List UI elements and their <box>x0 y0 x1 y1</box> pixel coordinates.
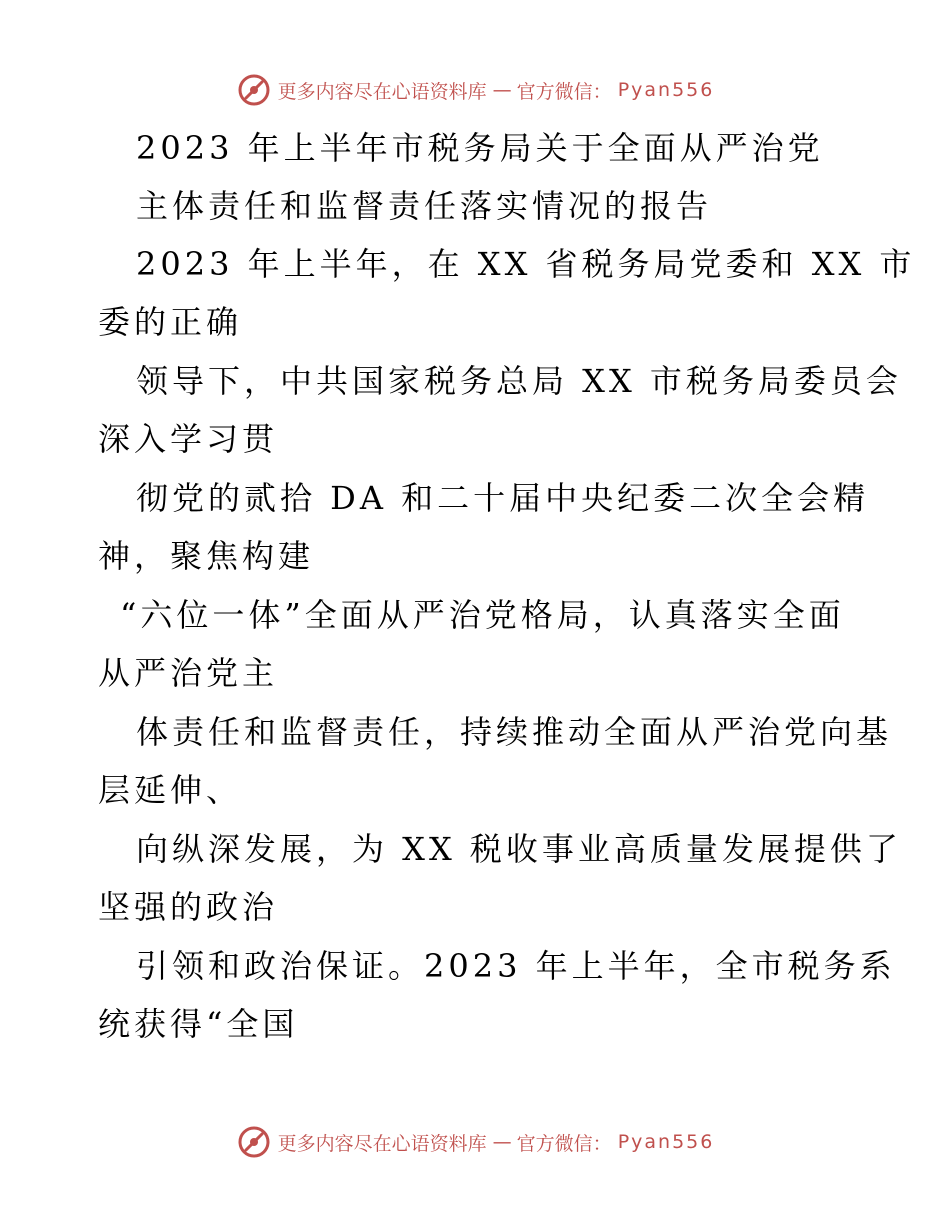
paragraph-line: “六位一体”全面从严治党格局，认真落实全面 <box>120 596 845 634</box>
paragraph-line: 彻党的贰拾 DA 和二十届中央纪委二次全会精 <box>136 479 870 517</box>
paragraph-line: 坚强的政治 <box>98 888 279 926</box>
paragraph-line: 领导下，中共国家税务总局 XX 市税务局委员会 <box>136 362 902 400</box>
logo-icon <box>236 72 272 108</box>
header-banner <box>0 72 950 108</box>
banner-separator: — <box>492 1131 511 1153</box>
banner-wechat-id: Pyan556 <box>617 1131 715 1153</box>
paragraph-line: 深入学习贯 <box>98 420 279 458</box>
footer-banner <box>0 1124 950 1160</box>
banner-wechat-label: 官方微信： <box>516 1132 612 1155</box>
paragraph-line: 引领和政治保证。2023 年上半年，全市税务系 <box>136 947 896 985</box>
document-title-line-2: 主体责任和监督责任落实情况的报告 <box>136 187 713 225</box>
banner-wechat-label: 官方微信： <box>516 80 612 103</box>
paragraph-line: 委的正确 <box>98 303 243 341</box>
banner-site-text: 更多内容尽在心语资料库 <box>277 80 487 103</box>
paragraph-line: 2023 年上半年，在 XX 省税务局党委和 XX 市 <box>136 245 916 283</box>
logo-icon <box>236 1124 272 1160</box>
banner-separator: — <box>492 79 511 101</box>
paragraph-line: 向纵深发展，为 XX 税收事业高质量发展提供了 <box>136 830 902 868</box>
paragraph-line: 统获得“全国 <box>98 1005 299 1043</box>
paragraph-line: 层延伸、 <box>98 771 243 809</box>
paragraph-line: 神，聚焦构建 <box>98 537 315 575</box>
banner-wechat-id: Pyan556 <box>617 79 715 101</box>
document-title-line-1: 2023 年上半年市税务局关于全面从严治党 <box>136 129 824 167</box>
paragraph-line: 体责任和监督责任，持续推动全面从严治党向基 <box>136 713 893 751</box>
banner-site-text: 更多内容尽在心语资料库 <box>277 1132 487 1155</box>
paragraph-line: 从严治党主 <box>98 654 279 692</box>
